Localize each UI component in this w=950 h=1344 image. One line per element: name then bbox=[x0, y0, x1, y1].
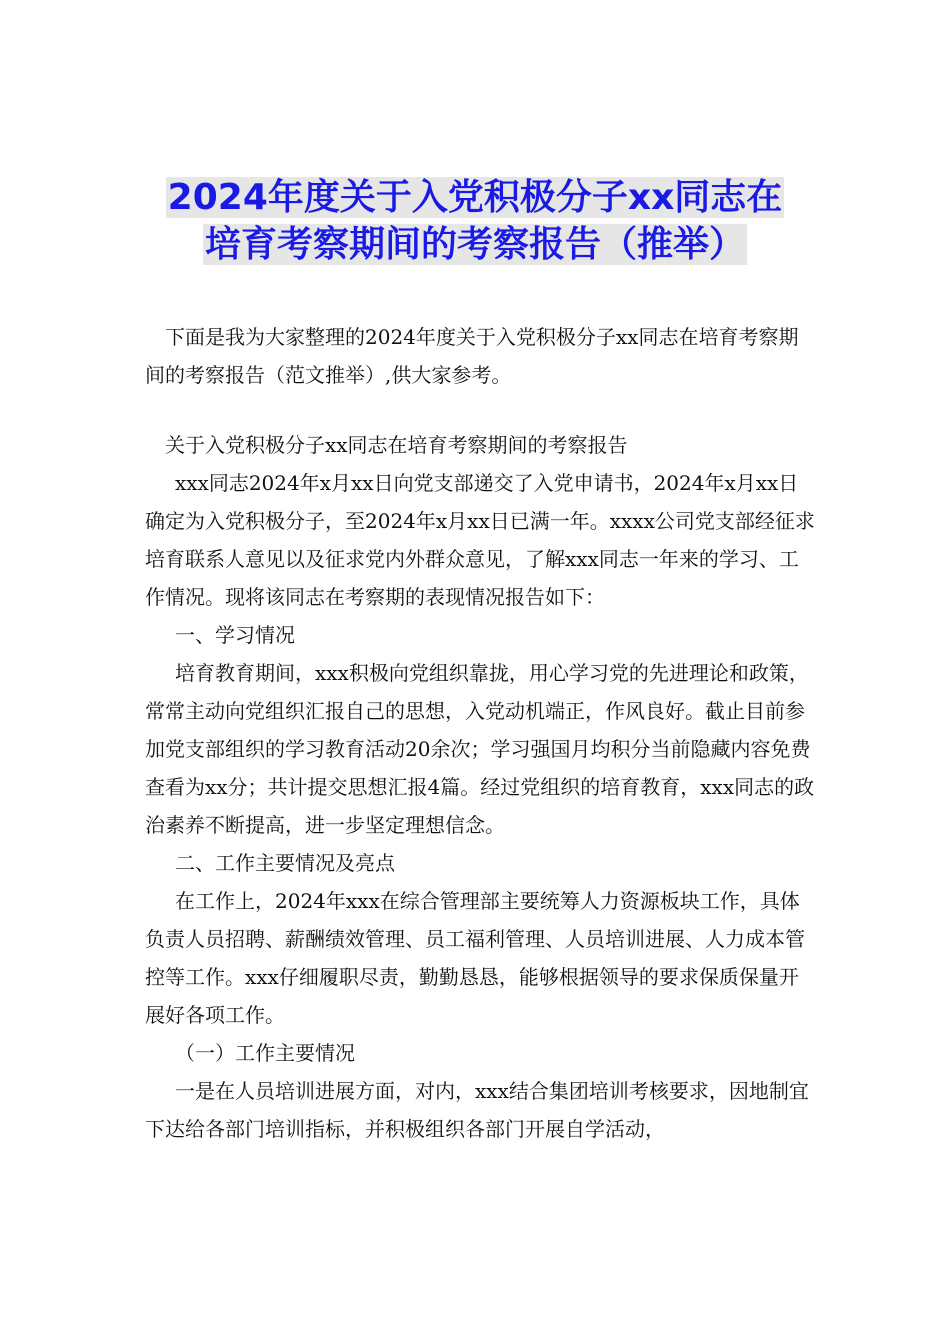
report-title: 关于入党积极分子xx同志在培育考察期间的考察报告 bbox=[165, 433, 628, 457]
document-title-text-1: 2024年度关于入党积极分子xx同志在 bbox=[167, 177, 783, 218]
intro-text: 下面是我为大家整理的2024年度关于入党积极分子xx同志在培育考察期间的考察报告（范文推举）,供大家参考。 bbox=[145, 325, 799, 387]
paragraph-4: 一是在人员培训进展方面，对内，xxx结合集团培训考核要求，因地制宜下达给各部门培训指标，并积极组织各部门开展自学活动， bbox=[145, 1079, 809, 1141]
document-title-text-2: 培育考察期间的考察报告（推举） bbox=[204, 224, 745, 265]
document-title-line-2 bbox=[0, 223, 950, 267]
intro-paragraph bbox=[145, 318, 815, 394]
report-body bbox=[145, 426, 815, 1148]
paragraph-3: 在工作上，2024年xxx在综合管理部主要统筹人力资源板块工作，具体负责人员招聘、薪酬绩效管理、员工福利管理、人员培训进展、人力成本管控等工作。xxx仔细履职尽责，勤勤恳恳，能够根据领导的要求保质保量开展好各项工作。 bbox=[145, 889, 805, 1027]
paragraph-2: 培育教育期间，xxx积极向党组织靠拢，用心学习党的先进理论和政策，常常主动向党组织汇报自己的思想，入党动机端正，作风良好。截止目前参加党支部组织的学习教育活动20余次；学习强国月均积分当前隐藏内容免费查看为xx分；共计提交思想汇报4篇。经过党组织的培育教育，xxx同志的政治素养不断提高，进一步坚定理想信念。 bbox=[145, 661, 815, 837]
subsection-heading-1: （一）工作主要情况 bbox=[175, 1041, 355, 1065]
document-title-line-1 bbox=[0, 176, 950, 220]
paragraph-1: xxx同志2024年x月xx日向党支部递交了入党申请书，2024年x月xx日确定为入党积极分子，至2024年x月xx日已满一年。xxxx公司党支部经征求培育联系人意见以及征求党内外群众意见，了解xxx同志一年来的学习、工作情况。现将该同志在考察期的表现情况报告如下： bbox=[145, 471, 815, 609]
section-heading-1: 一、学习情况 bbox=[175, 623, 295, 647]
section-heading-2: 二、工作主要情况及亮点 bbox=[175, 851, 395, 875]
